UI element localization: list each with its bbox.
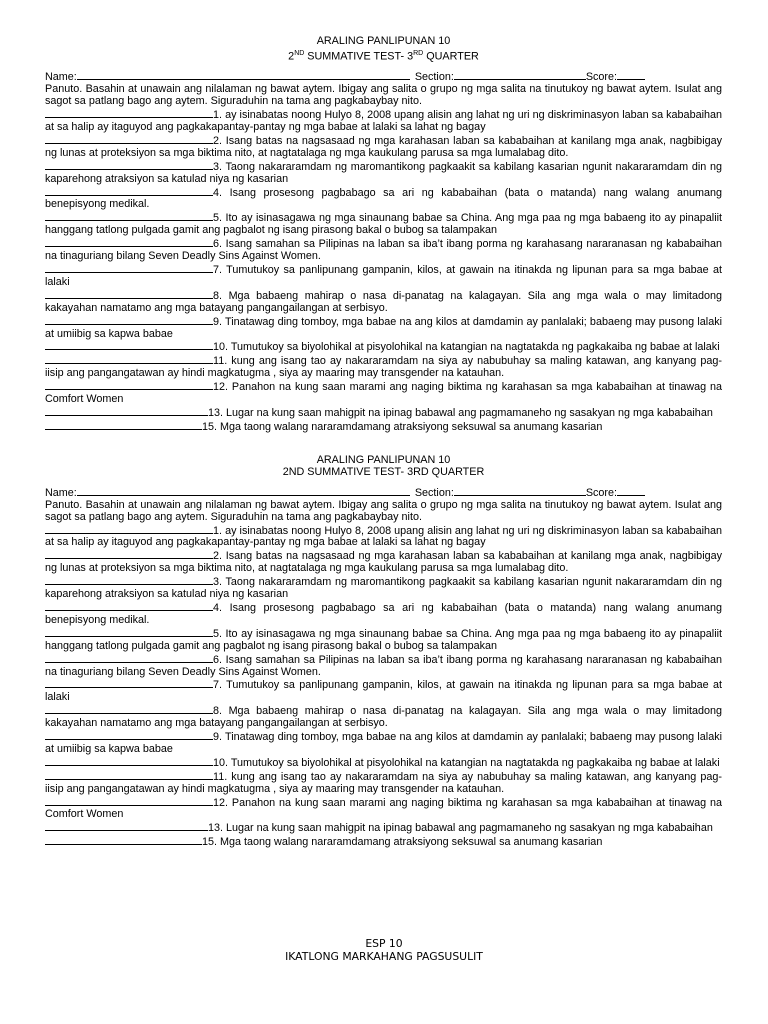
answer-blank[interactable] [45,406,208,416]
answer-blank[interactable] [45,315,213,325]
list-item: 12. Panahon na kung saan marami ang naging biktima ng karahasan sa mga kababaihan at tinawag na Comfort Women [45,796,722,821]
answer-blank[interactable] [45,770,213,780]
name-field[interactable] [77,70,410,80]
items-list [45,524,722,850]
list-item: 8. Mga babaeng mahirap o nasa di-panatag na kalagayan. Sila ang mga wala o may limitadong kakayahan namatamo ang mga batayang pangangailangan at serbisyo. [45,289,722,314]
list-item: 12. Panahon na kung saan marami ang naging biktima ng karahasan sa mga kababaihan at tinawag na Comfort Women [45,381,722,406]
answer-blank[interactable] [45,678,213,688]
list-item: 6. Isang samahan sa Pilipinas na laban sa iba’t ibang porma ng karahasang nararanasan ng kababaihan na tinaguriang bilang Seven Deadly Sins Against Women. [45,653,722,678]
list-item: 1. ay isinabatas noong Hulyo 8, 2008 upang alisin ang lahat ng uri ng diskriminasyon laban sa kababaihan at sa halip ay itaguyod ang pagkakapantay-pantay ng mga babae at lalaki sa lahat ng bagay [45,109,722,134]
list-item: 2. Isang batas na nagsasaad ng mga karahasan laban sa kababaihan at kanilang mga anak, nagbibigay ng lunas at proteksiyon sa mga biktima nito, at nagtatalaga ng mga kaukulang parusa sa mga lumalabag dito. [45,550,722,575]
answer-blank[interactable] [45,211,213,221]
score-label: Score: [585,486,618,499]
section-field[interactable] [454,486,586,496]
name-field[interactable] [77,486,410,496]
answer-blank[interactable] [45,186,213,196]
answer-blank[interactable] [45,108,213,118]
answer-blank[interactable] [45,575,213,585]
answer-blank[interactable] [45,289,213,299]
answer-blank[interactable] [45,263,213,273]
list-item: 8. Mga babaeng mahirap o nasa di-panatag na kalagayan. Sila ang mga wala o may limitadong kakayahan namatamo ang mga batayang pangangailangan at serbisyo. [45,705,722,730]
ordinal-sup: ND [294,49,305,57]
test-title: 2ND SUMMATIVE TEST- 3RD QUARTER [282,465,485,478]
list-item: 5. Ito ay isinasagawa ng mga sinaunang babae sa China. Ang mga paa ng mga babaeng ito ay pinapaliit hanggang tatlong pulgada gamit ang pagbalot ng isang pirasong bakal o bubog sa talampakan [45,212,722,237]
answer-blank[interactable] [45,796,213,806]
test-title: 2ND SUMMATIVE TEST- 3RD QUARTER [288,49,479,63]
list-item: 7. Tumutukoy sa panlipunang gampanin, kilos, at gawain na itinakda ng lipunan para sa mga babae at lalaki [45,679,722,704]
name-label: Name: [45,71,77,84]
footer-subject: ESP 10 [365,937,403,950]
answer-blank[interactable] [45,160,213,170]
list-item: 7. Tumutukoy sa panlipunang gampanin, kilos, at gawain na itinakda ng lipunan para sa mga babae at lalaki [45,264,722,288]
list-item: 2. Isang batas na nagsasaad ng mga karahasan laban sa kababaihan at kanilang mga anak, nagbibigay ng lunas at proteksiyon sa mga biktima nito, at nagtatalaga ng mga kaukulang parusa sa mga lumalabag dito. [45,134,722,159]
header-fields [45,70,722,84]
answer-blank[interactable] [45,524,213,534]
list-item: 1. ay isinabatas noong Hulyo 8, 2008 upang alisin ang lahat ng uri ng diskriminasyon laban sa kababaihan at sa halip ay itaguyod ang pagkakapantay-pantay ng mga babae at lalaki sa lahat ng bagay [45,524,722,549]
list-item: 3. Taong nakararamdam ng maromantikong pagkaakit sa kabilang kasarian ngunit nakararamdam din ng kaparehong atraksiyon sa katulad niya ng kasarian [45,576,722,601]
name-label: Name: [45,486,77,499]
answer-blank[interactable] [45,835,202,845]
answer-blank[interactable] [45,340,213,350]
list-item: 10. Tumutukoy sa biyolohikal at pisyolohikal na katangian na nagtatakda ng pagkakaiba ng babae at lalaki [45,756,722,770]
answer-blank[interactable] [45,354,213,364]
list-item: 15. Mga taong walang nararamdamang atraksiyong seksuwal sa anumang kasarian [45,420,722,434]
instructions: Panuto. Basahin at unawain ang nilalaman ng bawat aytem. Ibigay ang salita o grupo ng mga salita na tinutukoy ng bawat aytem. Isulat ang sagot sa patlang bago ang aytem. Siguraduhin na tama ang pagkabaybay nito. [45,83,722,108]
list-item: 15. Mga taong walang nararamdamang atraksiyong seksuwal sa anumang kasarian [45,835,722,849]
section-label: Section: [414,71,454,84]
answer-blank[interactable] [45,549,213,559]
answer-blank[interactable] [45,821,208,831]
answer-blank[interactable] [45,704,213,714]
answer-blank[interactable] [45,237,213,247]
instructions: Panuto. Basahin at unawain ang nilalaman ng bawat aytem. Ibigay ang salita o grupo ng mga salita na tinutukoy ng bawat aytem. Isulat ang sagot sa patlang bago ang aytem. Siguraduhin na tama ang pagkabaybay nito. [45,498,722,523]
header-fields [45,486,722,500]
list-item: 6. Isang samahan sa Pilipinas na laban sa iba’t ibang porma ng karahasang nararanasan ng kababaihan na tinaguriang bilang Seven Deadly Sins Against Women. [45,238,722,263]
footer [0,937,768,963]
subject-title: ARALING PANLIPUNAN 10 [316,454,451,466]
subject-title: ARALING PANLIPUNAN 10 [316,35,451,47]
list-item: 11. kung ang isang tao ay nakararamdam na siya ay nabubuhay sa maling katawan, ang kanyang pag-iisip ang pangangatawan ay hindi magkatugma , siya ay maaring may transgender na katauhan. [45,355,722,380]
score-label: Score: [585,71,618,84]
list-item: 9. Tinatawag ding tomboy, mga babae na ang kilos at damdamin ay panlalaki; babaeng may pusong lalaki at umiibig sa kapwa babae [45,315,722,340]
score-field[interactable] [617,70,645,80]
list-item: 4. Isang prosesong pagbabago sa ari ng kababaihan (bata o matanda) nang walang anumang benepisyong medikal. [45,186,722,211]
answer-blank[interactable] [45,380,213,390]
section-label: Section: [414,486,454,499]
answer-blank[interactable] [45,627,213,637]
list-item: 4. Isang prosesong pagbabago sa ari ng kababaihan (bata o matanda) nang walang anumang benepisyong medikal. [45,601,722,626]
answer-blank[interactable] [45,134,213,144]
answer-blank[interactable] [45,730,213,740]
list-item: 13. Lugar na kung saan mahigpit na ipinag babawal ang pagmamaneho ng sasakyan ng mga kababaihan [45,821,722,835]
footer-title: IKATLONG MARKAHANG PAGSUSULIT [285,950,483,963]
list-item: 5. Ito ay isinasagawa ng mga sinaunang babae sa China. Ang mga paa ng mga babaeng ito ay pinapaliit hanggang tatlong pulgada gamit ang pagbalot ng isang pirasong bakal o bubog sa talampakan [45,627,722,652]
list-item: 3. Taong nakararamdam ng maromantikong pagkaakit sa kabilang kasarian ngunit nakararamdam din ng kaparehong atraksiyon sa katulad niya ng kasarian [45,160,722,185]
answer-blank[interactable] [45,756,213,766]
answer-blank[interactable] [45,601,213,611]
section-field[interactable] [454,70,586,80]
test-copy-1 [45,36,722,434]
list-item: 9. Tinatawag ding tomboy, mga babae na ang kilos at damdamin ay panlalaki; babaeng may pusong lalaki at umiibig sa kapwa babae [45,731,722,755]
ordinal-sup: RD [413,49,424,57]
answer-blank[interactable] [45,653,213,663]
list-item: 13. Lugar na kung saan mahigpit na ipinag babawal ang pagmamaneho ng sasakyan ng mga kababaihan [45,406,722,420]
test-copy-2 [45,455,722,849]
list-item: 11. kung ang isang tao ay nakararamdam na siya ay nabubuhay sa maling katawan, ang kanyang pag-iisip ang pangangatawan ay hindi magkatugma , siya ay maaring may transgender na katauhan. [45,770,722,795]
list-item: 10. Tumutukoy sa biyolohikal at pisyolohikal na katangian na nagtatakda ng pagkakaiba ng babae at lalaki [45,340,722,354]
items-list [45,108,722,434]
score-field[interactable] [617,486,645,496]
answer-blank[interactable] [45,420,202,430]
